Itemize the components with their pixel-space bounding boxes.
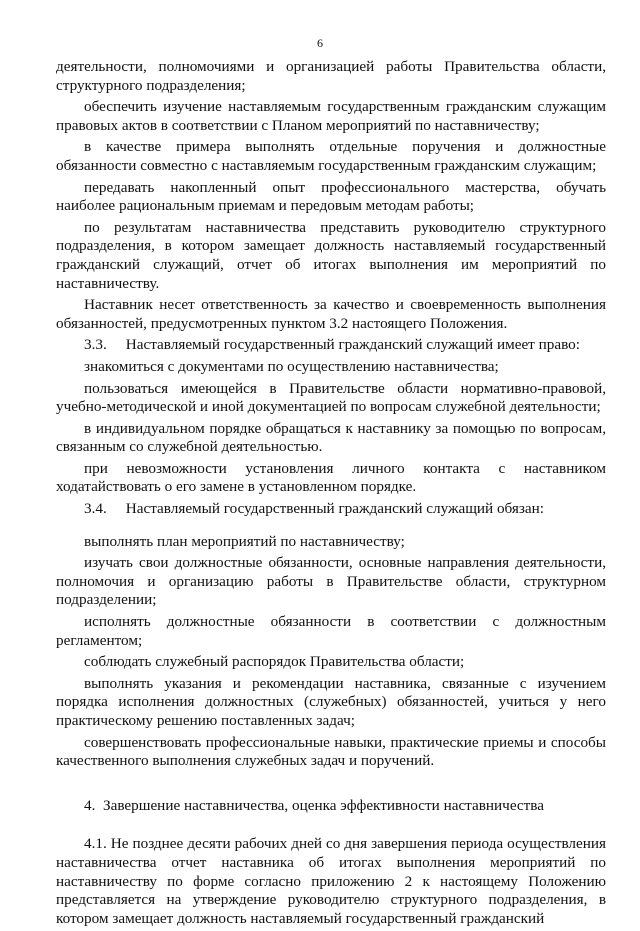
clause-3-3: 3.3. Наставляемый государственный гражданский служащий имеет право: (84, 336, 580, 354)
clause-4-1: 4.1. Не позднее десяти рабочих дней со дня завершения периода осуществления наставничества отчет наставника об итогах выполнения мероприятий по наставничеству по форме согласно приложению 2 к настоящему Положению представляется на утверждение руководителю структурного подразделения, в котором замещает должность наставляемый государственный гражданский (56, 835, 606, 927)
paragraph-1: деятельности, полномочиями и организацией работы Правительства области, структурного подразделения; (56, 58, 606, 94)
page-number: 6 (317, 36, 323, 50)
paragraph-16: соблюдать служебный распорядок Правительства области; (84, 653, 465, 671)
paragraph-3: в качестве примера выполнять отдельные поручения и должностные обязанности совместно с наставляемым государственным гражданским служащим; (56, 138, 606, 174)
paragraph-9: пользоваться имеющейся в Правительстве области нормативно-правовой, учебно-методической и иной документацией по вопросам служебной деятельности; (56, 379, 606, 416)
paragraph-13: выполнять план мероприятий по наставничеству; (84, 532, 405, 550)
clause-3-4: 3.4. Наставляемый государственный гражданский служащий обязан: (84, 500, 544, 518)
paragraph-18: совершенствовать профессиональные навыки, практические приемы и способы качественного выполнения служебных задач и поручений. (56, 733, 606, 770)
paragraph-17: выполнять указания и рекомендации наставника, связанные с изучением порядка исполнения должностных (служебных) обязанностей, учиться у него практическому решению поставленных задач; (56, 674, 606, 729)
document-body (56, 58, 606, 931)
paragraph-8: знакомиться с документами по осуществлению наставничества; (84, 357, 499, 375)
paragraph-15: исполнять должностные обязанности в соответствии с должностным регламентом; (56, 613, 606, 649)
paragraph-10: в индивидуальном порядке обращаться к наставнику за помощью по вопросам, связанным со служебной деятельностью. (56, 419, 606, 456)
paragraph-11: при невозможности установления личного контакта с наставником ходатайствовать о его замене в установленном порядке. (56, 459, 606, 496)
paragraph-4: передавать накопленный опыт профессионального мастерства, обучать наиболее рациональным приемам и передовым методам работы; (56, 178, 606, 215)
paragraph-5: по результатам наставничества представить руководителю структурного подразделения, в котором замещает должность наставляемый государственный гражданский служащий, отчет об итогах выполнения им мероприятий по наставничеству. (56, 218, 606, 292)
paragraph-6: Наставник несет ответственность за качество и своевременность выполнения обязанностей, предусмотренных пунктом 3.2 настоящего Положения. (56, 296, 606, 332)
section-heading: 4. Завершение наставничества, оценка эффективности наставничества (84, 796, 545, 814)
paragraph-2: обеспечить изучение наставляемым государственным гражданским служащим правовых актов в соответствии с Планом мероприятий по наставничеству; (56, 98, 606, 134)
paragraph-14: изучать свои должностные обязанности, основные направления деятельности, полномочия и организацию работы в Правительстве области, структурном подразделении; (56, 554, 606, 609)
